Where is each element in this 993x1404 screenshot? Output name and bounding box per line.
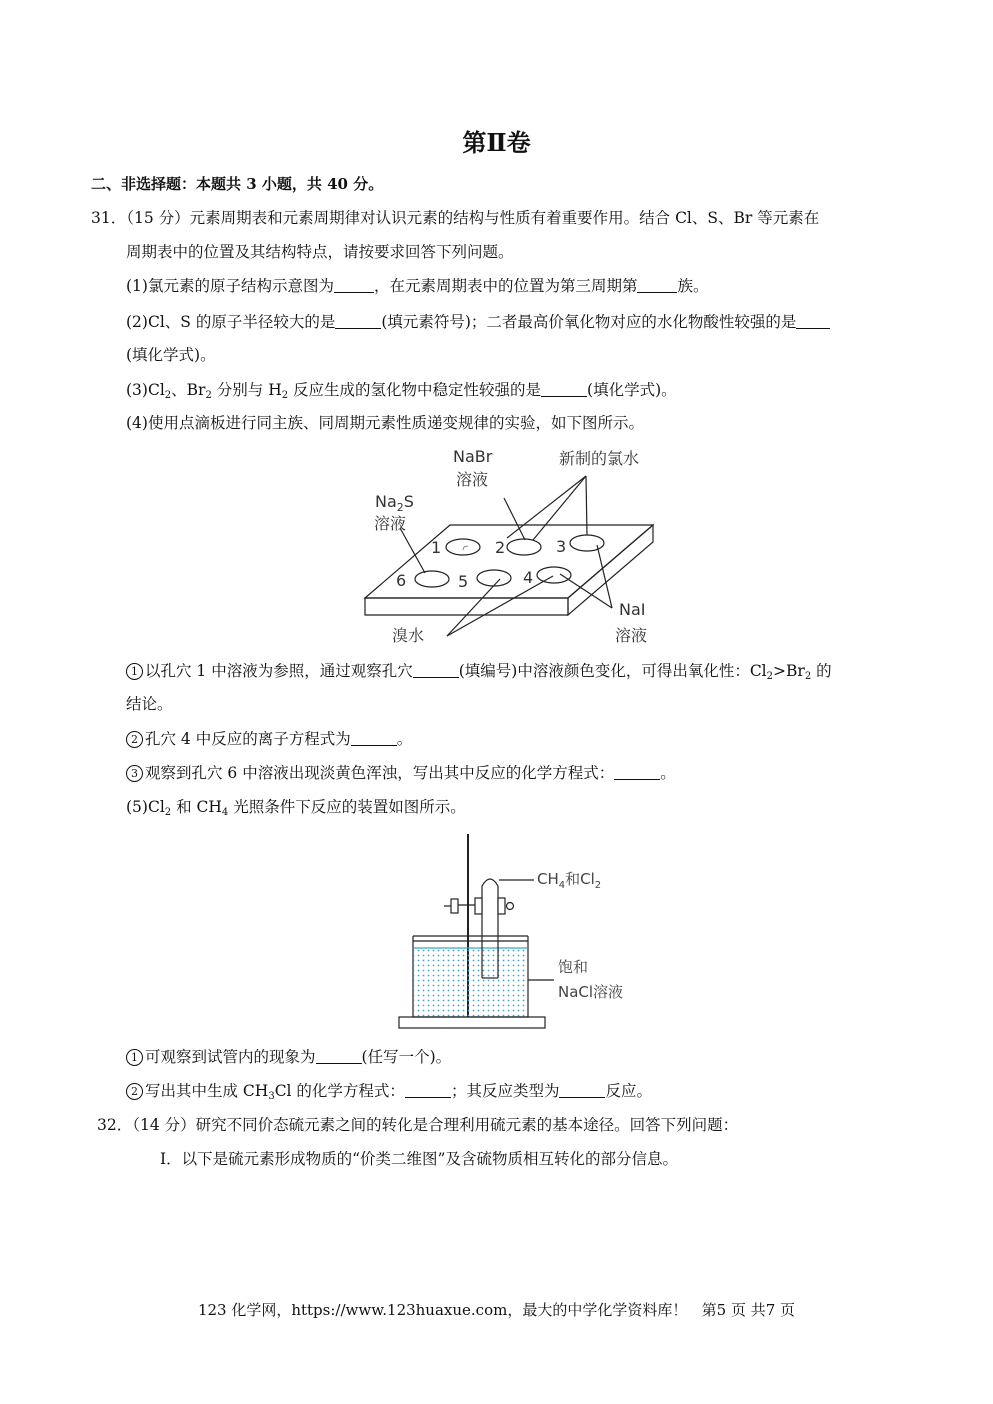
q31-part5-sub2-text-b: Cl 的化学方程式： [274,1082,405,1100]
q31-part5-text-c: 光照条件下反应的装置如图所示。 [228,798,466,816]
plate-front-face [365,598,568,615]
label-na2s [375,492,414,514]
answer-blank [614,765,660,780]
q31-part1-text-b: ，在元素周期表中的位置为第三周期第 [373,277,638,295]
q31-part2-text-a: (2)Cl、S 的原子半径较大的是 [126,313,336,331]
label-gas-ch: CH [537,870,559,888]
answer-blank [335,314,381,329]
label-nabr-solution: 溶液 [456,470,489,489]
label-gas-sub1: 4 [558,880,566,891]
pointer-line [504,498,525,540]
saturated-solution [414,948,527,1017]
subscript: 2 [804,671,812,682]
q31-part4-sub2 [126,729,412,749]
pointer-line [597,545,612,608]
q31-part2 [126,312,830,332]
q31-part4: (4)使用点滴板进行同主族、同周期元素性质递变规律的实验，如下图所示。 [126,414,644,432]
label-na2s-s: S [403,492,414,511]
answer-blank [334,278,374,293]
footer-page-number: 第5 页 共7 页 [701,1301,796,1319]
q32-number: 32． [97,1116,133,1134]
subscript: 2 [281,390,289,401]
subscript: 2 [766,671,774,682]
well-5 [477,570,511,586]
q31-part3-text-b: 、Br [171,381,206,399]
subscript: 2 [205,390,212,401]
q32-intro [97,1115,738,1135]
q31-sub1-text-c: >Br [773,662,805,680]
pointer-line [400,528,425,573]
q31-part3-text-c: 分别与 H [211,381,282,399]
section-heading: 二、非选择题：本题共 3 小题，共 40 分。 [91,175,384,193]
q31-part2-text-b: (填元素符号)；二者最高价氧化物对应的水化物酸性较强的是 [381,313,797,331]
answer-blank [351,731,397,746]
circled-number: 1 [126,1049,143,1066]
well-number-6: 6 [396,571,407,590]
label-gas-cl: 和Cl [565,870,595,888]
paper-title: 第Ⅱ卷 [462,128,531,157]
q31-sub3-text-a: 观察到孔穴 6 中溶液出现淡黄色浑浊，写出其中反应的化学方程式： [145,764,615,782]
well-6 [415,571,449,587]
q31-part3 [126,380,677,400]
q31-intro-line2: 周期表中的位置及其结构特点，请按要求回答下列问题。 [126,243,514,261]
spot-plate-diagram [355,440,675,655]
q31-score: （15 分） [126,209,190,227]
label-nai-solution: 溶液 [615,626,648,645]
q31-sub1-text-b: (填编号)中溶液颜色变化，可得出氧化性：Cl [458,662,767,680]
q31-part4-sub1-line2: 结论。 [126,695,173,713]
q32-part1: I．以下是硫元素形成物质的“价类二维图”及含硫物质相互转化的部分信息。 [160,1150,678,1168]
label-bromine-water: 溴水 [392,626,425,645]
q31-sub3-text-b: 。 [660,764,676,782]
answer-blank [413,663,459,678]
well-number-2: 2 [495,538,506,557]
label-nabr: NaBr [453,447,493,466]
q31-part4-sub1 [126,661,832,681]
circled-number: 2 [126,731,143,748]
q31-part5-text-b: 和 CH [171,798,222,816]
q32-text: 研究不同价态硫元素之间的转化是合理利用硫元素的基本途径。回答下列问题： [195,1116,739,1134]
q31-part3-text-a: (3)Cl [126,381,165,399]
label-chlorine-water: 新制的氯水 [559,449,640,468]
label-na2s-na: Na [375,492,397,511]
q31-part3-text-e: (填化学式)。 [587,381,677,399]
footer-site: 123 化学网，https://www.123huaxue.com，最大的中学化学资料库！ [197,1301,688,1319]
subscript: 4 [221,807,229,818]
clamp-jaw-right [498,898,505,914]
well-3 [570,535,604,551]
q31-part5-text-a: (5)Cl [126,798,165,816]
q31-part5-sub1-text-b: (任写一个)。 [361,1048,452,1066]
subscript: 3 [268,1091,275,1102]
pointer-line [447,579,500,636]
answer-blank [637,278,677,293]
q31-part5-sub2-text-d: 反应。 [605,1082,652,1100]
well-1 [446,539,480,555]
well-number-4: 4 [523,568,534,587]
q31-part4-sub3 [126,763,676,783]
label-na2s-solution: 溶液 [374,514,407,533]
well-4 [537,567,571,583]
q32-score: （14 分） [132,1116,196,1134]
well-number-5: 5 [458,572,469,591]
page-footer [0,1299,993,1320]
well-number-3: 3 [556,537,567,556]
q31-part1-text-a: (1)氯元素的原子结构示意图为 [126,277,334,295]
q31-part1 [126,276,709,296]
answer-blank [541,382,587,397]
q31-number: 31． [91,209,127,227]
label-gas-mixture [537,870,601,891]
q31-sub1-text-d: 的 [811,662,832,680]
label-na2s-sub: 2 [396,501,404,514]
q31-intro: 元素周期表和元素周期律对认识元素的结构与性质有着重要作用。结合 Cl、S、Br 等元素在 [189,209,820,227]
answer-blank [405,1083,451,1098]
q31-part3-text-d: 反应生成的氢化物中稳定性较强的是 [288,381,542,399]
answer-blank [316,1049,362,1064]
q31-part5-sub2-text-a: 写出其中生成 CH [145,1082,269,1100]
stand-base [399,1017,545,1028]
circled-number: 1 [126,663,143,680]
q31-part5-sub2-text-c: ；其反应类型为 [450,1082,560,1100]
answer-blank [796,314,830,329]
clamp-jaw-left [475,898,482,914]
well-2 [507,539,541,555]
q31-part5-sub2 [126,1081,652,1101]
label-nacl-solution: NaCl溶液 [558,983,624,1001]
q31-intro-line1 [91,208,819,228]
subscript: 2 [164,807,172,818]
label-gas-sub2: 2 [594,880,602,891]
circled-number: 2 [126,1083,143,1100]
label-saturated: 饱和 [558,958,589,976]
well-number-1: 1 [431,538,442,557]
pointer-line [533,476,586,540]
q31-part5 [126,797,466,817]
pointer-line [586,476,587,535]
clamp-knob [507,903,514,910]
q31-sub2-text-a: 孔穴 4 中反应的离子方程式为 [145,730,351,748]
subscript: 2 [164,390,172,401]
q31-part1-text-c: 族。 [677,277,709,295]
apparatus-diagram [396,828,646,1036]
q31-sub2-text-b: 。 [396,730,413,748]
q31-part2-line2: (填化学式)。 [126,346,216,364]
label-nai: NaI [619,600,646,619]
answer-blank [559,1083,605,1098]
q31-part5-sub1-text-a: 可观察到试管内的现象为 [145,1048,316,1066]
q31-part5-sub1 [126,1047,451,1067]
clamp-boss [451,899,458,913]
q31-sub1-text-a: 以孔穴 1 中溶液为参照，通过观察孔穴 [145,662,413,680]
circled-number: 3 [126,765,143,782]
